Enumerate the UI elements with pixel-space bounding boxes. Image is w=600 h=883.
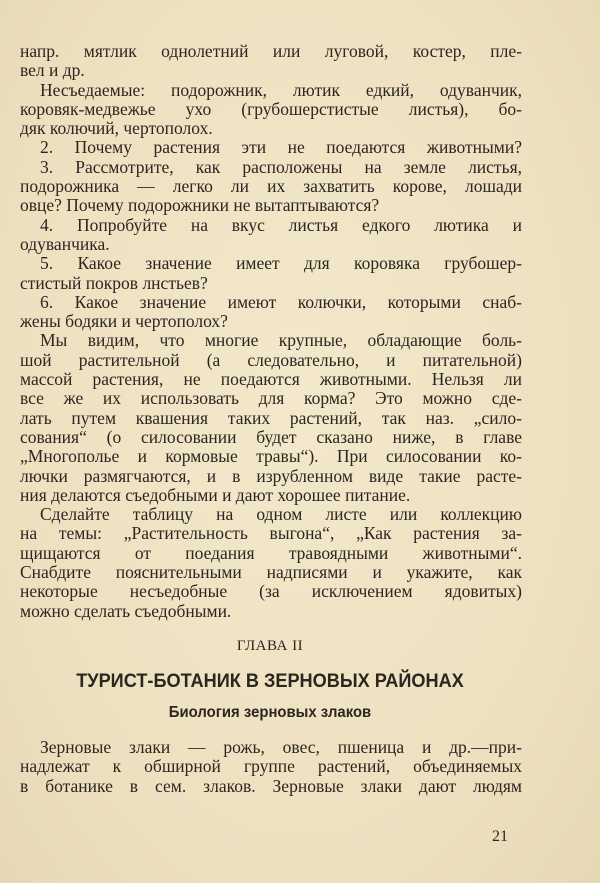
text-line: 6. Какое значение имеют колючки, которыми снаб- [40,291,522,312]
text-line: Снабдите пояснительными надписями и укажите, как [20,562,522,583]
text-line: некоторые несъедобные (за исключением ядовитых) [20,581,522,602]
text-line: можно сделать съедобными. [20,600,232,621]
text-line: сования“ (о силосовании будет сказано ниже, в главе [20,426,522,447]
text-line: щищаются от поедания травоядными животными“. [20,542,522,563]
text-line: все же их использовать для корма? Это можно сде- [20,388,522,409]
body-text-part1 [20,42,522,621]
text-line: жены бодяки и чертополох? [20,311,228,332]
text-line: „Многополье и кормовые травы“). При силосовании ко- [20,446,522,467]
text-line: овце? Почему подорожники не вытаптываются? [20,195,380,216]
text-line: вел и др. [20,60,85,81]
text-line: Несъедаемые: подорожник, лютик едкий, одуванчик, [40,79,522,100]
text-line: стистый покров лнстьев? [20,272,208,293]
text-line: одуванчика. [20,233,110,254]
text-line: 5. Какое значение имеет для коровяка грубошер- [40,253,522,274]
text-line: шой растительной (а следовательно, и питательной) [20,349,522,370]
chapter-title: ТУРИСТ-БОТАНИК В ЗЕРНОВЫХ РАЙОНАХ [76,670,464,692]
text-line: 3. Рассмотрите, как расположены на земле листья, [40,156,522,177]
text-line: дяк колючий, чертополох. [20,118,213,139]
text-line: в ботанике в сем. злаков. Зерновые злаки дают людям [20,775,522,796]
text-line: ния делаются съедобными и дают хорошее питание. [20,484,411,505]
text-line: напр. мятлик однолетний или луговой, костер, пле- [20,41,522,61]
text-line: 4. Попробуйте на вкус листья едкого лютика и [40,214,522,235]
text-line: Сделайте таблицу на одном листе или коллекцию [40,504,522,525]
text-line: лючки размягчаются, и в изрубленном виде такие расте- [20,465,522,486]
text-line: надлежат к обширной группе растений, объединяемых [20,756,522,777]
text-line: на темы: „Растительность выгона“, „Как растения за- [20,523,522,544]
text-line: подорожника — легко ли их захватить корове, лошади [20,176,522,197]
text-line: лать путем квашения таких растений, так наз. „сило- [20,407,522,428]
text-line: 2. Почему растения эти не поедаются животными? [40,137,522,158]
page-number: 21 [492,828,508,845]
body-text-part2 [20,738,522,796]
text-line: Мы видим, что многие крупные, обладающие боль- [40,330,522,351]
section-title: Биология зерновых злаков [168,704,372,721]
text-line: коровяк-медвежье ухо (грубошерстистые листья), бо- [20,98,522,119]
chapter-label: ГЛАВА II [236,638,304,654]
text-line: Зерновые злаки — рожь, овес, пшеница и др.—при- [40,737,522,757]
text-line: массой растения, не поедаются животными. Нельзя ли [20,369,522,390]
